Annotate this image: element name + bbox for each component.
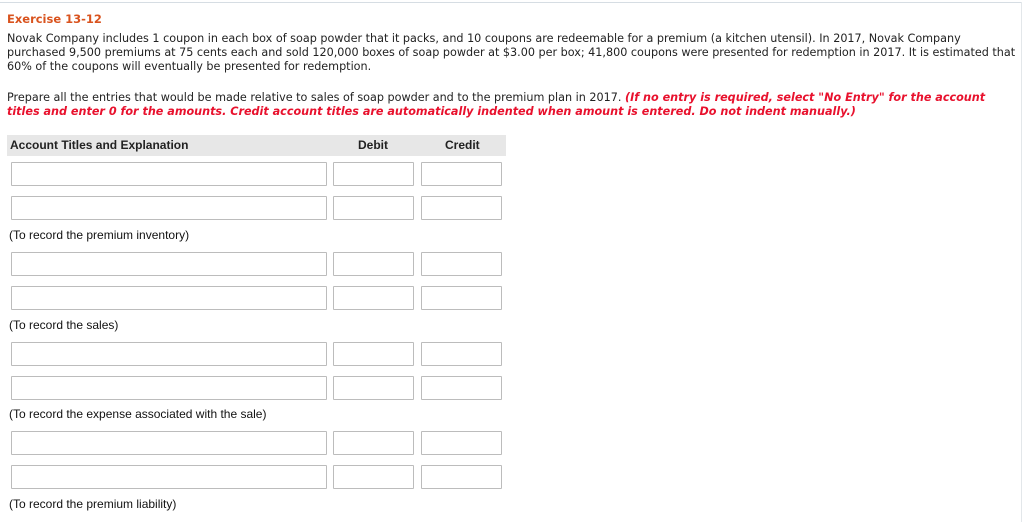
credit-input[interactable]	[421, 162, 502, 186]
entry-explanation: (To record the premium liability)	[9, 497, 177, 511]
debit-input[interactable]	[333, 162, 414, 186]
debit-input[interactable]	[333, 376, 414, 400]
account-title-input[interactable]	[11, 342, 327, 366]
entry-explanation: (To record the premium inventory)	[9, 228, 190, 242]
debit-input[interactable]	[333, 431, 414, 455]
account-title-input[interactable]	[11, 465, 327, 489]
right-divider	[1021, 2, 1022, 522]
top-divider	[0, 2, 1022, 3]
header-account-titles: Account Titles and Explanation	[10, 138, 189, 152]
instruction-note: (If no entry is required, select "No Entry" for the account titles and enter 0 for the amounts. Credit account titles are automatically indented when amount is entered. Do not indent manually.)	[7, 91, 986, 118]
account-title-input[interactable]	[11, 252, 327, 276]
header-credit: Credit	[445, 138, 480, 152]
debit-input[interactable]	[333, 342, 414, 366]
credit-input[interactable]	[421, 431, 502, 455]
journal-row	[11, 376, 506, 402]
account-title-input[interactable]	[11, 286, 327, 310]
credit-input[interactable]	[421, 252, 502, 276]
instruction-text: Prepare all the entries that would be made relative to sales of soap powder and to the premium plan in 2017.	[7, 91, 622, 104]
entry-explanation: (To record the expense associated with the sale)	[9, 407, 267, 421]
account-title-input[interactable]	[11, 376, 327, 400]
journal-row	[11, 162, 506, 188]
credit-input[interactable]	[421, 342, 502, 366]
journal-row	[11, 286, 506, 312]
debit-input[interactable]	[333, 465, 414, 489]
journal-row	[11, 342, 506, 368]
journal-table-header	[7, 135, 506, 156]
journal-row	[11, 252, 506, 278]
account-title-input[interactable]	[11, 431, 327, 455]
account-title-input[interactable]	[11, 196, 327, 220]
problem-text: Novak Company includes 1 coupon in each box of soap powder that it packs, and 10 coupons are redeemable for a premium (a kitchen utensil). In 2017, Novak Company purchased 9,500 premiums at 75 cents each and sold 120,000 boxes of soap powder at $3.00 per box; 41,800 coupons were presented for redemption in 2017. It is estimated that 60% of the coupons will eventually be presented for redemption.	[7, 32, 1016, 73]
credit-input[interactable]	[421, 196, 502, 220]
debit-input[interactable]	[333, 196, 414, 220]
credit-input[interactable]	[421, 465, 502, 489]
account-title-input[interactable]	[11, 162, 327, 186]
exercise-title: Exercise 13-12	[7, 12, 102, 26]
credit-input[interactable]	[421, 376, 502, 400]
header-debit: Debit	[358, 138, 388, 152]
journal-row	[11, 431, 506, 457]
journal-row	[11, 196, 506, 222]
journal-row	[11, 465, 506, 491]
instructions	[7, 91, 1017, 119]
debit-input[interactable]	[333, 286, 414, 310]
credit-input[interactable]	[421, 286, 502, 310]
debit-input[interactable]	[333, 252, 414, 276]
entry-explanation: (To record the sales)	[9, 318, 119, 332]
